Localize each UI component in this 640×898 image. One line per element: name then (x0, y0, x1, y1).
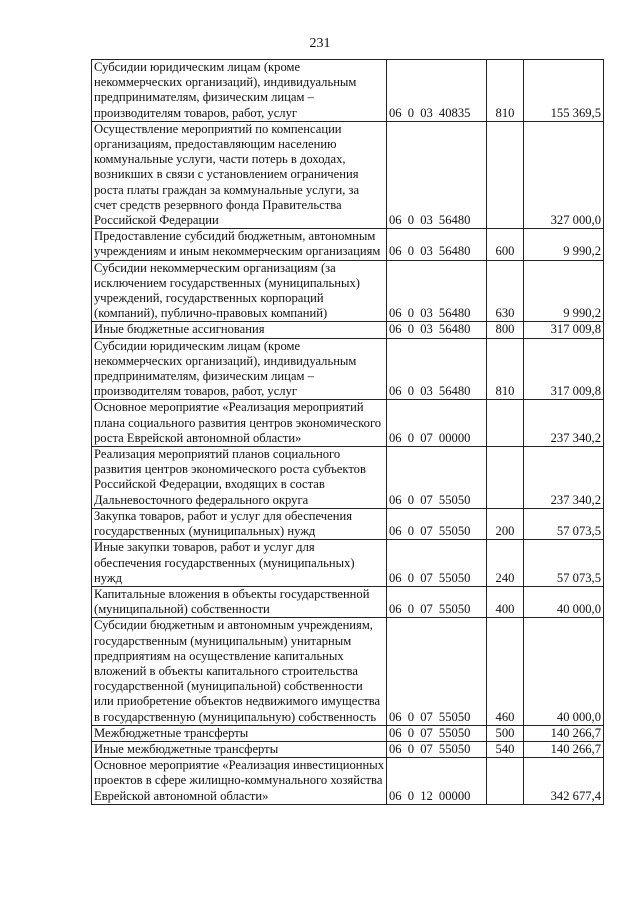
row-code: 06 0 07 55050 (387, 725, 487, 741)
row-vr: 630 (487, 260, 524, 322)
row-name: Межбюджетные трансферты (92, 725, 387, 741)
row-code: 06 0 03 56480 (387, 121, 487, 228)
row-vr: 600 (487, 229, 524, 260)
table-row (92, 508, 604, 539)
row-name: Закупка товаров, работ и услуг для обеспечения государственных (муниципальных) нужд (92, 508, 387, 539)
row-vr: 810 (487, 338, 524, 400)
row-code: 06 0 03 56480 (387, 229, 487, 260)
row-code: 06 0 03 56480 (387, 260, 487, 322)
row-vr: 400 (487, 586, 524, 617)
row-sum: 9 990,2 (524, 229, 604, 260)
table-row (92, 447, 604, 509)
table-row (92, 260, 604, 322)
row-name: Капитальные вложения в объекты государственной (муниципальной) собственности (92, 586, 387, 617)
table-row (92, 121, 604, 228)
row-code: 06 0 03 56480 (387, 322, 487, 338)
row-vr (487, 758, 524, 805)
row-code: 06 0 03 56480 (387, 338, 487, 400)
table-row (92, 741, 604, 757)
row-name: Предоставление субсидий бюджетным, автономным учреждениям и иным некоммерческим организациям (92, 229, 387, 260)
row-sum: 237 340,2 (524, 447, 604, 509)
table-row (92, 586, 604, 617)
row-code: 06 0 12 00000 (387, 758, 487, 805)
table-row (92, 60, 604, 122)
row-vr (487, 400, 524, 447)
row-code: 06 0 07 00000 (387, 400, 487, 447)
row-vr: 500 (487, 725, 524, 741)
row-name: Субсидии юридическим лицам (кроме некоммерческих организаций), индивидуальным предпринимателям, физическим лицам – производителям товаров, работ, услуг (92, 338, 387, 400)
row-code: 06 0 07 55050 (387, 447, 487, 509)
table-row (92, 725, 604, 741)
row-code: 06 0 07 55050 (387, 540, 487, 587)
budget-table (91, 59, 604, 805)
row-sum: 317 009,8 (524, 338, 604, 400)
page-number: 231 (309, 36, 331, 51)
row-sum: 140 266,7 (524, 741, 604, 757)
row-code: 06 0 07 55050 (387, 618, 487, 725)
row-vr: 810 (487, 60, 524, 122)
row-vr: 800 (487, 322, 524, 338)
table-row (92, 540, 604, 587)
row-sum: 40 000,0 (524, 618, 604, 725)
row-sum: 57 073,5 (524, 508, 604, 539)
row-sum: 317 009,8 (524, 322, 604, 338)
row-code: 06 0 07 55050 (387, 586, 487, 617)
row-name: Иные бюджетные ассигнования (92, 322, 387, 338)
row-sum: 57 073,5 (524, 540, 604, 587)
row-code: 06 0 03 40835 (387, 60, 487, 122)
row-name: Осуществление мероприятий по компенсации организациям, предоставляющим населению коммунальные услуги, части потерь в доходах, возникших в связи с установлением ограничения роста платы граждан за коммунальные услуги, за счет средств резервного фонда Правительства Российской Федерации (92, 121, 387, 228)
row-name: Субсидии бюджетным и автономным учреждениям, государственным (муниципальным) унитарным предприятиям на осуществление капитальных вложений в объекты капитального строительства государственной (муниципальной) собственности или приобретение объектов недвижимого имущества в государственную (муниципальную) собственность (92, 618, 387, 725)
row-name: Реализация мероприятий планов социального развития центров экономического роста субъектов Российской Федерации, входящих в состав Дальневосточного федерального округа (92, 447, 387, 509)
row-sum: 327 000,0 (524, 121, 604, 228)
row-sum: 140 266,7 (524, 725, 604, 741)
row-sum: 40 000,0 (524, 586, 604, 617)
row-sum: 342 677,4 (524, 758, 604, 805)
row-vr (487, 121, 524, 228)
row-name: Основное мероприятие «Реализация инвестиционных проектов в сфере жилищно-коммунального хозяйства Еврейской автономной области» (92, 758, 387, 805)
row-name: Субсидии некоммерческим организациям (за исключением государственных (муниципальных) учреждений, государственных корпораций (компаний), публично-правовых компаний) (92, 260, 387, 322)
row-name: Иные закупки товаров, работ и услуг для обеспечения государственных (муниципальных) нужд (92, 540, 387, 587)
row-vr (487, 447, 524, 509)
table-row (92, 400, 604, 447)
table-row (92, 229, 604, 260)
row-vr: 240 (487, 540, 524, 587)
table-row (92, 758, 604, 805)
row-sum: 237 340,2 (524, 400, 604, 447)
row-vr: 200 (487, 508, 524, 539)
table-row (92, 322, 604, 338)
row-name: Субсидии юридическим лицам (кроме некоммерческих организаций), индивидуальным предпринимателям, физическим лицам – производителям товаров, работ, услуг (92, 60, 387, 122)
row-vr: 460 (487, 618, 524, 725)
row-name: Основное мероприятие «Реализация мероприятий плана социального развития центров экономического роста Еврейской автономной области» (92, 400, 387, 447)
row-name: Иные межбюджетные трансферты (92, 741, 387, 757)
table-row (92, 338, 604, 400)
row-sum: 9 990,2 (524, 260, 604, 322)
row-code: 06 0 07 55050 (387, 741, 487, 757)
row-vr: 540 (487, 741, 524, 757)
row-code: 06 0 07 55050 (387, 508, 487, 539)
table-row (92, 618, 604, 725)
row-sum: 155 369,5 (524, 60, 604, 122)
